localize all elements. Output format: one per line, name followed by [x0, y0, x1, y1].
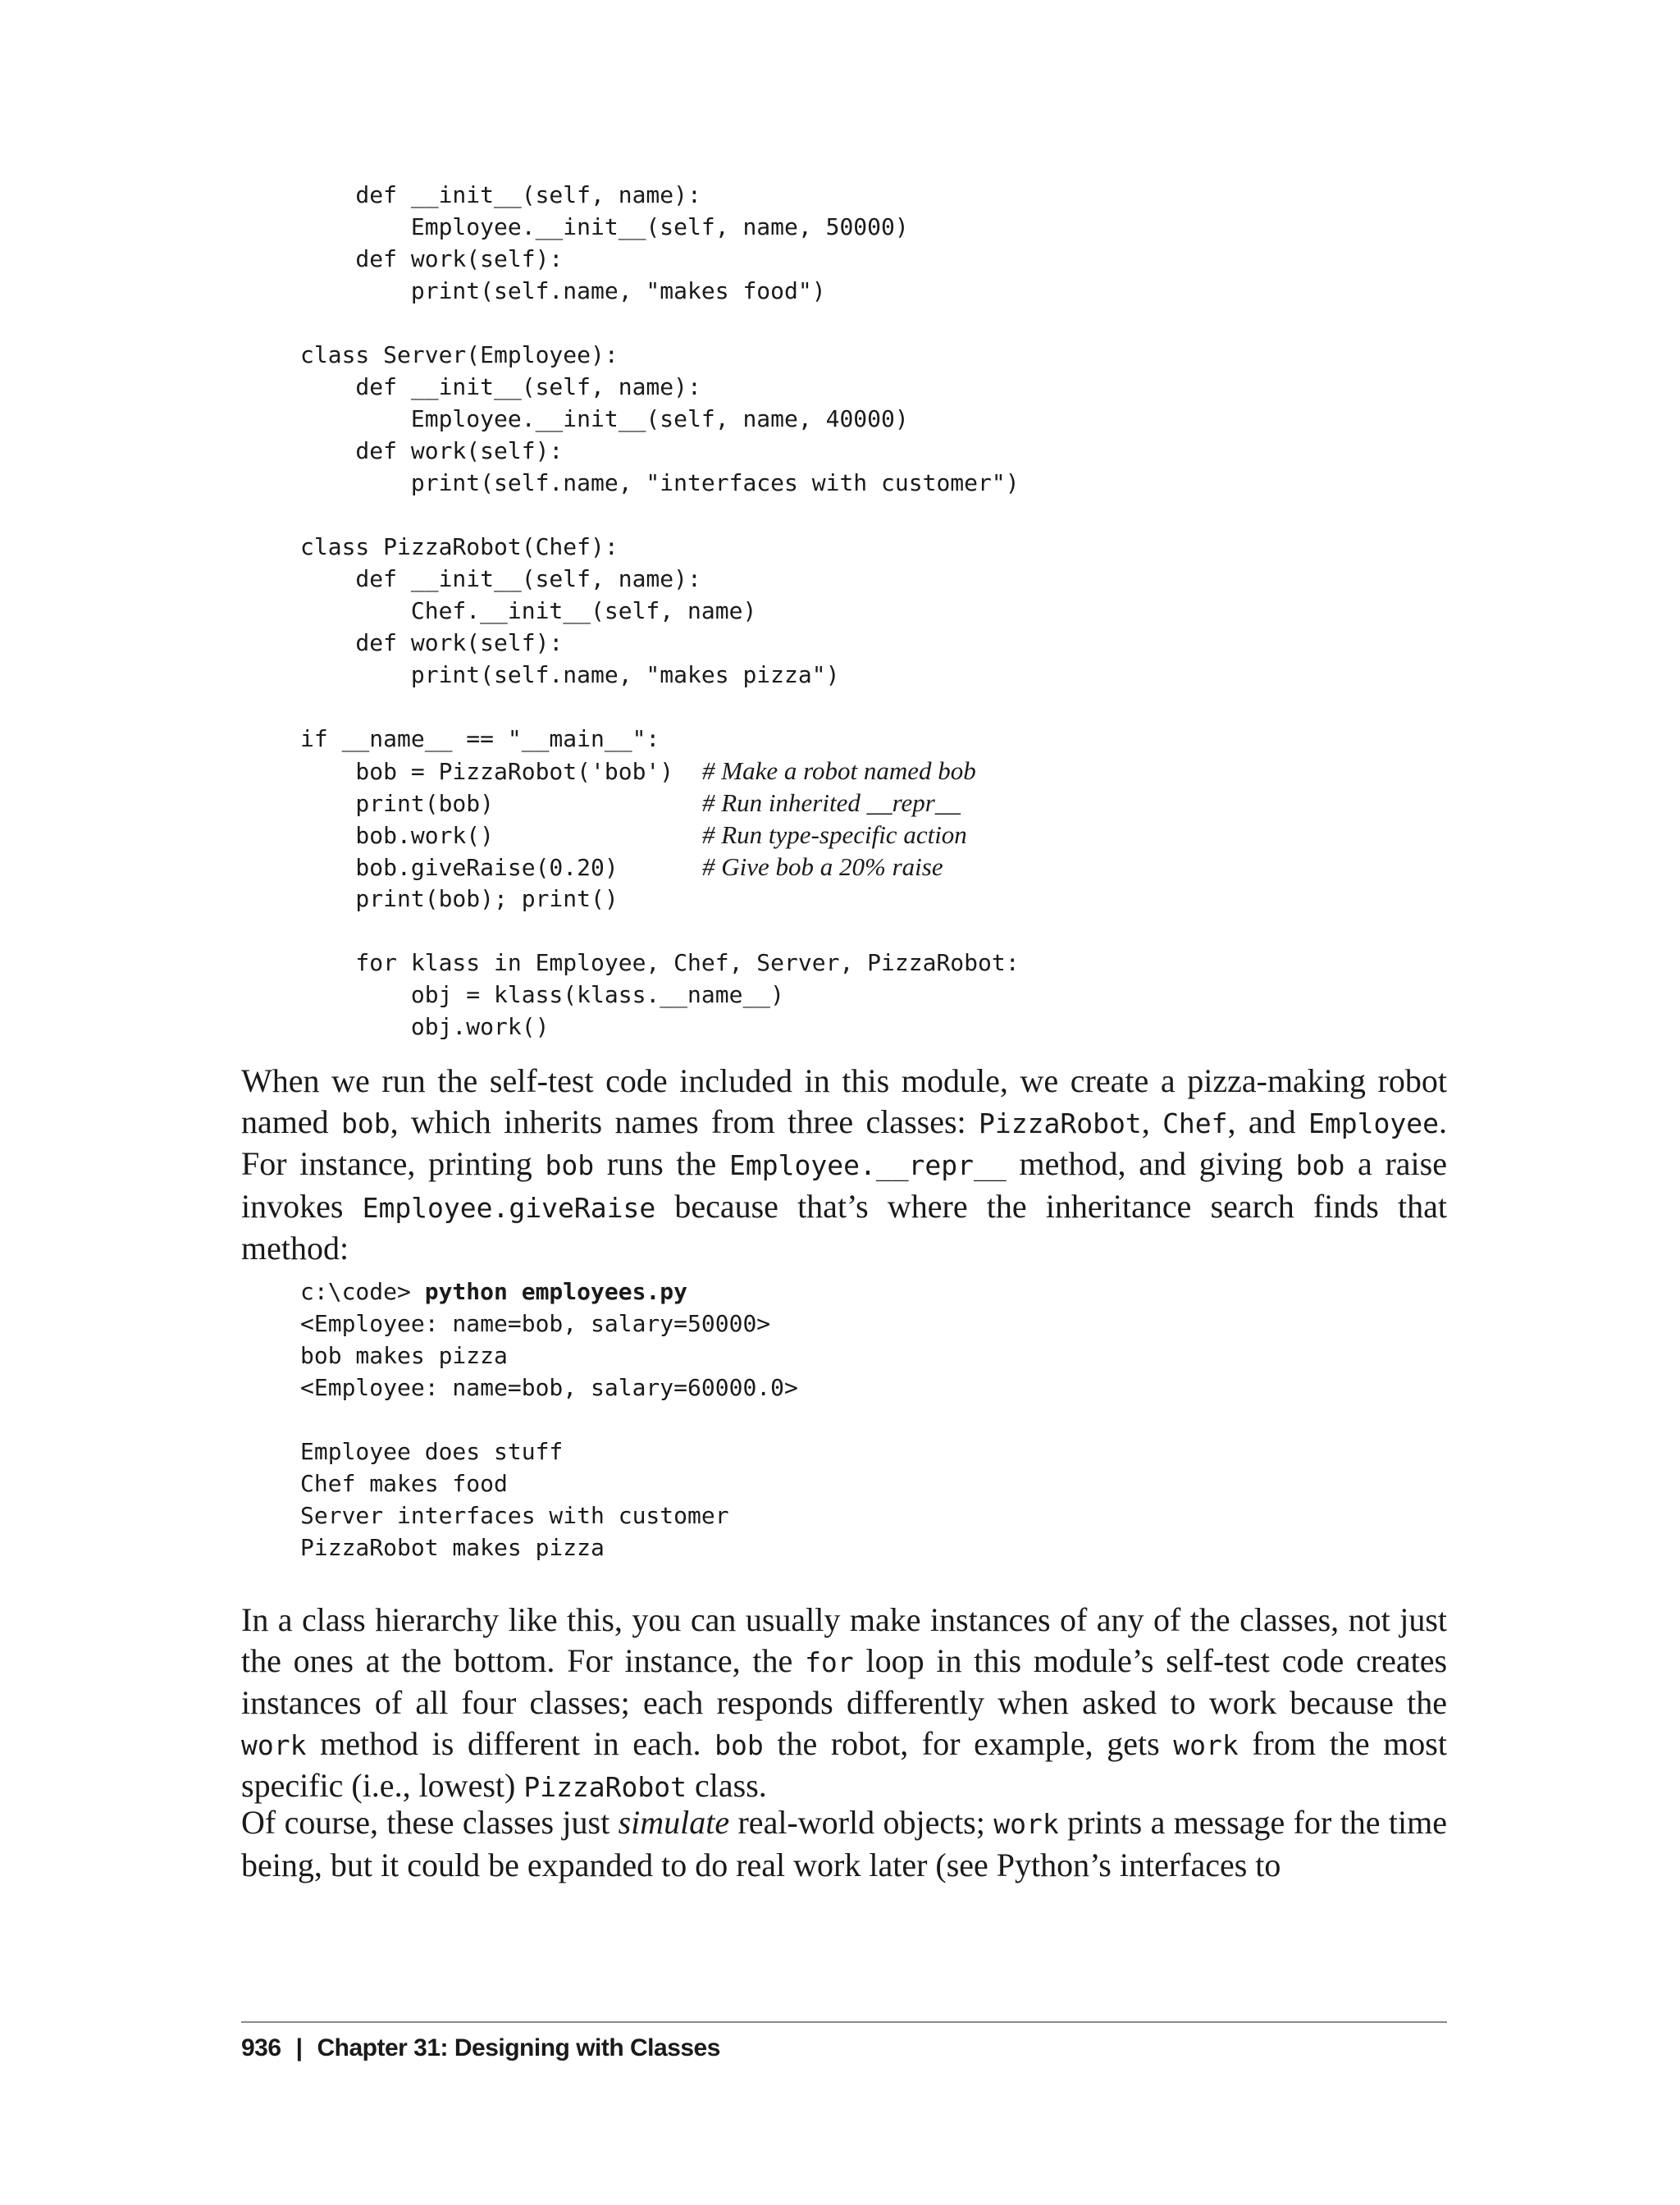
- code-comment: # Run inherited __repr__: [702, 788, 961, 817]
- code-line: [300, 915, 1020, 947]
- console-line: Employee does stuff: [300, 1438, 564, 1465]
- inline-code: Chef: [1162, 1107, 1228, 1139]
- code-line: obj = klass(klass.__name__): [300, 981, 785, 1008]
- code-line: for klass in Employee, Chef, Server, PizzaRobot:: [300, 949, 1020, 976]
- code-line: bob = PizzaRobot('bob') # Make a robot named bob: [300, 756, 976, 785]
- inline-code: work: [993, 1808, 1059, 1840]
- console-line: bob makes pizza: [300, 1342, 508, 1369]
- inline-code: bob: [545, 1149, 595, 1181]
- code-line: class PizzaRobot(Chef):: [300, 533, 619, 560]
- code-line: bob.work() # Run type-specific action: [300, 820, 967, 849]
- code-line: print(bob) # Run inherited __repr__: [300, 788, 961, 817]
- paragraph-class-hierarchy: In a class hierarchy like this, you can usually make instances of any of the classes, not just the ones at the bottom. For instance, the for loop in this module’s self-test code creates instances of all four classes; each responds differently when asked to work because the work method is different in each. bob the robot, for example, gets work from the most specific (i.e., lowest) PizzaRobot class.: [241, 1601, 1448, 1804]
- inline-code: work: [1173, 1728, 1239, 1761]
- console-output: c:\code> python employees.py <Employee: name=bob, salary=50000> bob makes pizza <Employee: name=bob, salary=60000.0> Employee does stuff Chef makes food Server interfaces with customer PizzaRobot makes pizza: [300, 1276, 798, 1564]
- code-line: Chef.__init__(self, name): [300, 597, 757, 624]
- inline-code: Employee.__repr__: [729, 1149, 1007, 1181]
- console-line: <Employee: name=bob, salary=50000>: [300, 1310, 771, 1337]
- paragraph-self-test: When we run the self-test code included in this module, we create a pizza-making robot named bob, which inherits names from three classes: PizzaRobot, Chef, and Employee. For instance, printing bob runs the Employee.__repr__ method, and giving bob a raise invokes Employee.giveRaise because that’s where the inheritance search finds that method:: [241, 1062, 1447, 1267]
- page-footer: [241, 2034, 720, 2062]
- console-line: Server interfaces with customer: [300, 1502, 729, 1529]
- console-line: [300, 1404, 798, 1436]
- footer-separator: |: [295, 2034, 303, 2061]
- code-line: print(self.name, "interfaces with customer"): [300, 469, 1020, 496]
- inline-code: Employee.giveRaise: [362, 1191, 656, 1224]
- code-line: Employee.__init__(self, name, 40000): [300, 405, 909, 432]
- code-listing: [300, 179, 1020, 1043]
- code-comment: # Make a robot named bob: [702, 756, 976, 785]
- code-line: if __name__ == "__main__":: [300, 725, 660, 752]
- code-line: [300, 691, 1020, 723]
- inline-code: work: [241, 1728, 307, 1761]
- code-line: def __init__(self, name):: [300, 565, 701, 592]
- inline-code: bob: [341, 1107, 390, 1139]
- code-line: print(self.name, "makes pizza"): [300, 661, 840, 688]
- code-line: class Server(Employee):: [300, 341, 619, 368]
- console-line: PizzaRobot makes pizza: [300, 1534, 605, 1561]
- inline-code: bob: [714, 1728, 764, 1761]
- inline-code: Employee: [1308, 1107, 1439, 1139]
- chapter-title: Chapter 31: Designing with Classes: [317, 2034, 720, 2061]
- code-line: def __init__(self, name):: [300, 181, 701, 208]
- code-line: def work(self):: [300, 245, 564, 272]
- inline-code: bob: [1295, 1149, 1345, 1181]
- console-command: python employees.py: [424, 1278, 688, 1305]
- code-line: def work(self):: [300, 629, 564, 656]
- footer-rule: [241, 2021, 1447, 2023]
- code-line: bob.giveRaise(0.20) # Give bob a 20% raise: [300, 852, 943, 881]
- code-line: print(self.name, "makes food"): [300, 277, 826, 304]
- inline-code: PizzaRobot: [979, 1107, 1142, 1139]
- paragraph-simulate: Of course, these classes just simulate real-world objects; work prints a message for the time being, but it could be expanded to do real work later (see Python’s interfaces to: [241, 1804, 1447, 1883]
- code-line: print(bob); print(): [300, 885, 619, 912]
- console-line: <Employee: name=bob, salary=60000.0>: [300, 1374, 798, 1401]
- code-line: obj.work(): [300, 1013, 550, 1040]
- code-line: def __init__(self, name):: [300, 373, 701, 400]
- page-number: 936: [241, 2034, 281, 2061]
- emphasis: simulate: [618, 1804, 730, 1841]
- code-comment: # Give bob a 20% raise: [702, 852, 943, 881]
- inline-code: for: [805, 1646, 854, 1678]
- code-line: [300, 307, 1020, 339]
- code-line: def work(self):: [300, 437, 564, 464]
- inline-code: PizzaRobot: [523, 1771, 687, 1803]
- code-line: [300, 499, 1020, 531]
- code-comment: # Run type-specific action: [702, 820, 967, 849]
- console-line: Chef makes food: [300, 1470, 508, 1497]
- code-line: Employee.__init__(self, name, 50000): [300, 213, 909, 240]
